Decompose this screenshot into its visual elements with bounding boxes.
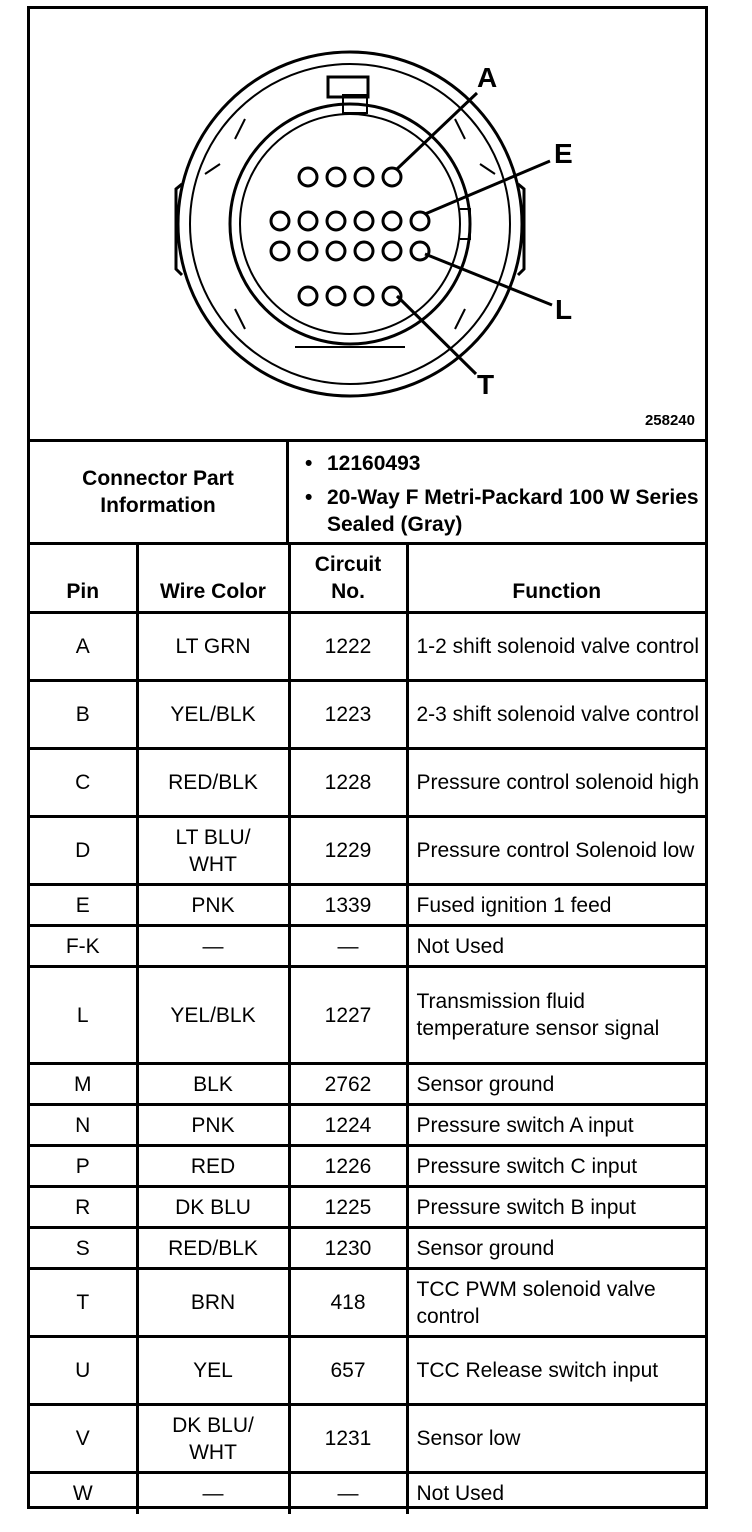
connector-info-label-text: Connector Part Information	[82, 467, 234, 517]
pin-cell: M	[30, 1064, 137, 1105]
function-cell: Transmission fluid temperature sensor signal	[407, 967, 705, 1064]
header-pin: Pin	[30, 544, 137, 613]
circuit-no-cell: 1228	[289, 749, 407, 817]
pin-cell: S	[30, 1228, 137, 1269]
table-row	[30, 1269, 705, 1337]
pin-table	[30, 542, 705, 1514]
wire-color-cell: RED	[137, 1146, 289, 1187]
pin-cavity	[355, 287, 373, 305]
pin-cell: D	[30, 817, 137, 885]
pin-cell: R	[30, 1187, 137, 1228]
pin-cavity	[271, 212, 289, 230]
circuit-no-cell: 657	[289, 1337, 407, 1405]
pin-cavity	[355, 168, 373, 186]
circuit-no-cell: 1226	[289, 1146, 407, 1187]
connector-face-drawing	[30, 9, 705, 439]
wire-color-cell: DK BLU	[137, 1187, 289, 1228]
pin-cavity	[299, 212, 317, 230]
wire-color-cell: RED/BLK	[137, 1228, 289, 1269]
connector-info-list	[289, 442, 705, 542]
function-cell: TCC Release switch input	[407, 1337, 705, 1405]
function-cell: Pressure control solenoid high	[407, 749, 705, 817]
table-row	[30, 1337, 705, 1405]
table-row	[30, 885, 705, 926]
wire-color-cell: YEL/BLK	[137, 967, 289, 1064]
pin-cell: P	[30, 1146, 137, 1187]
pin-cell: L	[30, 967, 137, 1064]
pin-cell: B	[30, 681, 137, 749]
connector-diagram	[30, 9, 705, 439]
function-cell: 2-3 shift solenoid valve control	[407, 681, 705, 749]
pin-cavity	[271, 242, 289, 260]
table-row	[30, 613, 705, 681]
function-cell: Fused ignition 1 feed	[407, 885, 705, 926]
wire-color-cell: LT BLU/ WHT	[137, 817, 289, 885]
circuit-no-cell: 1231	[289, 1405, 407, 1473]
callout-t: T	[477, 369, 495, 400]
wire-color-cell: BRN	[137, 1269, 289, 1337]
pin-cell: T	[30, 1269, 137, 1337]
figure-number: 258240	[644, 412, 695, 429]
pin-cell: W	[30, 1473, 137, 1514]
table-row	[30, 1146, 705, 1187]
table-row	[30, 1473, 705, 1514]
connector-sheet	[27, 6, 708, 1509]
table-row	[30, 1064, 705, 1105]
pin-cavity	[327, 212, 345, 230]
circuit-no-cell: 1222	[289, 613, 407, 681]
circuit-no-cell: 2762	[289, 1064, 407, 1105]
circuit-no-cell: 1224	[289, 1105, 407, 1146]
callout-a: A	[477, 62, 498, 93]
header-wire-color: Wire Color	[137, 544, 289, 613]
pin-cell: C	[30, 749, 137, 817]
function-cell: Sensor low	[407, 1405, 705, 1473]
pin-cavity	[383, 168, 401, 186]
header-circuit-no	[289, 544, 407, 613]
circuit-no-cell: —	[289, 926, 407, 967]
function-cell: Not Used	[407, 1473, 705, 1514]
function-cell: Pressure control Solenoid low	[407, 817, 705, 885]
table-row	[30, 749, 705, 817]
header-circuit-no-text: Circuit No.	[314, 553, 382, 603]
circuit-no-cell: 1223	[289, 681, 407, 749]
wire-color-cell: —	[137, 1473, 289, 1514]
wire-color-cell: BLK	[137, 1064, 289, 1105]
wire-color-cell: YEL/BLK	[137, 681, 289, 749]
table-row	[30, 1187, 705, 1228]
pin-cavity	[383, 242, 401, 260]
table-row	[30, 681, 705, 749]
function-cell: Sensor ground	[407, 1064, 705, 1105]
pin-cell: E	[30, 885, 137, 926]
pin-cell: U	[30, 1337, 137, 1405]
callout-e: E	[554, 138, 573, 169]
circuit-no-cell: 1227	[289, 967, 407, 1064]
connector-part-info	[30, 439, 705, 542]
pin-cavity	[355, 212, 373, 230]
wire-color-cell: —	[137, 926, 289, 967]
pin-table-header	[30, 544, 705, 613]
circuit-no-cell: 418	[289, 1269, 407, 1337]
pin-cell: N	[30, 1105, 137, 1146]
connector-pin-face	[230, 104, 470, 344]
pin-cell: V	[30, 1405, 137, 1473]
pin-cavity	[327, 287, 345, 305]
table-row	[30, 967, 705, 1064]
pin-cavity	[299, 287, 317, 305]
pin-cavity	[299, 242, 317, 260]
function-cell: Sensor ground	[407, 1228, 705, 1269]
circuit-no-cell: 1230	[289, 1228, 407, 1269]
pin-cavity	[355, 242, 373, 260]
callout-l: L	[555, 294, 573, 325]
circuit-no-cell: 1225	[289, 1187, 407, 1228]
table-row	[30, 926, 705, 967]
wire-color-cell: PNK	[137, 885, 289, 926]
wire-color-cell: PNK	[137, 1105, 289, 1146]
function-cell: Pressure switch C input	[407, 1146, 705, 1187]
wire-color-cell: RED/BLK	[137, 749, 289, 817]
pin-cavities	[271, 168, 429, 305]
table-row	[30, 1105, 705, 1146]
wire-color-cell: YEL	[137, 1337, 289, 1405]
wire-color-cell: DK BLU/ WHT	[137, 1405, 289, 1473]
wire-color-cell: LT GRN	[137, 613, 289, 681]
header-function: Function	[407, 544, 705, 613]
table-row	[30, 1228, 705, 1269]
function-cell: TCC PWM solenoid valve control	[407, 1269, 705, 1337]
connector-description: • 20-Way F Metri-Packard 100 W Series Sealed (Gray)	[327, 484, 705, 538]
table-row	[30, 817, 705, 885]
function-cell: Pressure switch A input	[407, 1105, 705, 1146]
pin-cavity	[327, 242, 345, 260]
function-cell: Not Used	[407, 926, 705, 967]
circuit-no-cell: 1339	[289, 885, 407, 926]
connector-info-label	[30, 442, 289, 542]
pin-cell: A	[30, 613, 137, 681]
table-row	[30, 1405, 705, 1473]
pin-cavity	[383, 212, 401, 230]
pin-cell: F-K	[30, 926, 137, 967]
pin-cavity	[411, 242, 429, 260]
pin-cavity	[327, 168, 345, 186]
function-cell: Pressure switch B input	[407, 1187, 705, 1228]
pin-cavity	[299, 168, 317, 186]
part-number: • 12160493	[327, 450, 705, 477]
circuit-no-cell: 1229	[289, 817, 407, 885]
function-cell: 1-2 shift solenoid valve control	[407, 613, 705, 681]
circuit-no-cell: —	[289, 1473, 407, 1514]
